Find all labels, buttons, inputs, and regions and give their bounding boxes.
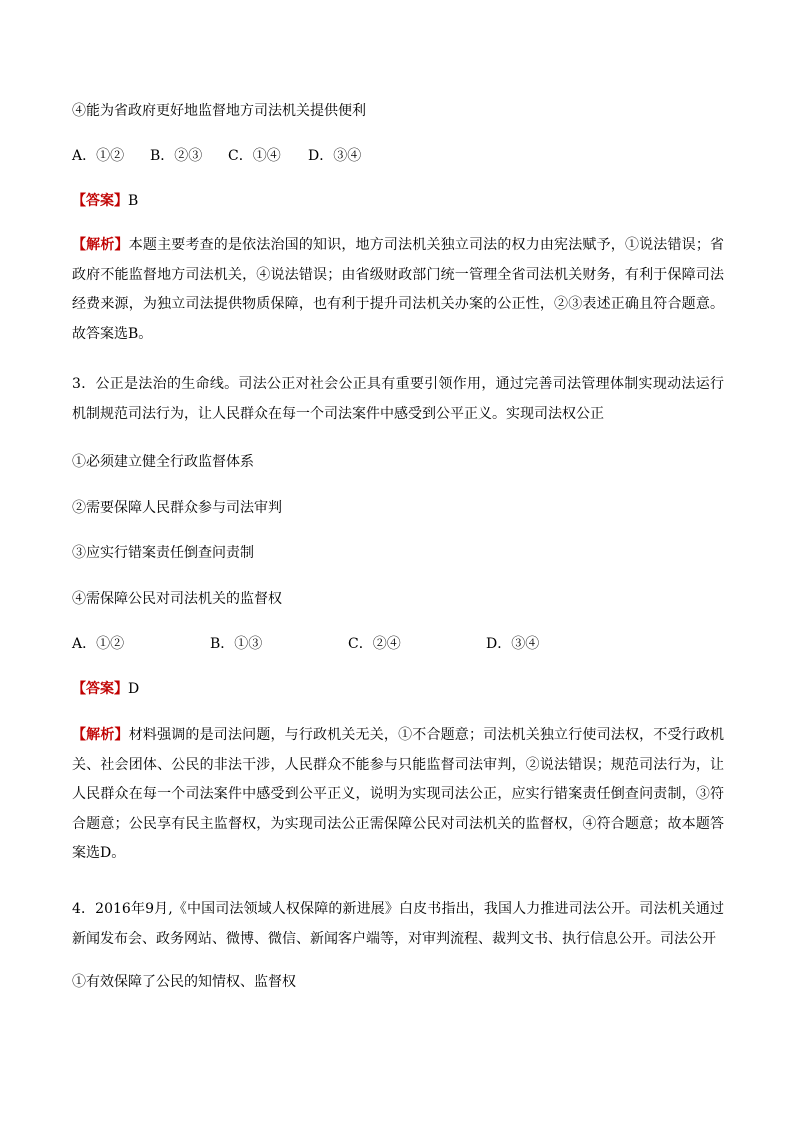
q2-option-b: B．②③ (150, 148, 203, 164)
q3-statement-4: ④需保障公民对司法机关的监督权 (72, 591, 282, 607)
q3-option-a: A．①② (72, 636, 125, 652)
analysis-tag: 【解析】 (72, 727, 129, 743)
q4-stem: 4．2016年9月,《中国司法领域人权保障的新进展》白皮书指出，我国人力推进司法公开。司法机关通过新闻发布会、政务网站、微博、微信、新闻客户端等，对审判流程、裁判文书、执行信息公开。司法公开 (72, 901, 724, 947)
q2-answer (72, 192, 732, 210)
q3-statement-2: ②需要保障人民群众参与司法审判 (72, 500, 282, 516)
q2-options (72, 147, 732, 165)
analysis-text: 材料强调的是司法问题，与行政机关无关，①不合题意；司法机关独立行使司法权，不受行政机关、社会团体、公民的非法干涉，人民群众不能参与只能监督司法审判，②说法错误；规范司法行为，让人民群众在每一个司法案件中感受到公平正义，说明为实现司法公正，应实行错案责任倒查问责制，③符合题意；公民享有民主监督权，为实现司法公正需保障公民对司法机关的监督权，④符合题意；故本题答案选D。 (72, 727, 725, 861)
answer-value: D (128, 681, 140, 697)
analysis-tag: 【解析】 (72, 237, 129, 253)
answer-tag: 【答案】 (72, 681, 128, 697)
answer-tag: 【答案】 (72, 193, 128, 209)
q3-stem: 3．公正是法治的生命线。司法公正对社会公正具有重要引领作用，通过完善司法管理体制实现动法运行机制规范司法行为，让人民群众在每一个司法案件中感受到公平正义。实现司法权公正 (72, 376, 724, 422)
q3-options (72, 635, 732, 653)
q3-option-d: D．③④ (486, 636, 540, 652)
q2-analysis (72, 231, 724, 349)
q3-answer (72, 680, 732, 698)
answer-value: B (128, 193, 139, 209)
q2-option-d: D．③④ (308, 148, 362, 164)
analysis-text: 本题主要考查的是依法治国的知识，地方司法机关独立司法的权力由宪法赋予，①说法错误；省政府不能监督地方司法机关，④说法错误；由省级财政部门统一管理全省司法机关财务，有利于保障司法经费来源，为独立司法提供物质保障，也有利于提升司法机关办案的公正性，②③表述正确且符合题意。故答案选B。 (72, 237, 725, 342)
q2-statement-4: ④能为省政府更好地监督地方司法机关提供便利 (72, 103, 366, 119)
q3-analysis (72, 721, 724, 869)
q3-statement-1: ①必须建立健全行政监督体系 (72, 454, 254, 470)
q2-option-c: C．①④ (228, 148, 281, 164)
q3-option-c: C．②④ (348, 636, 401, 652)
q2-option-a: A．①② (72, 148, 125, 164)
q4-statement-1: ①有效保障了公民的知情权、监督权 (72, 974, 296, 990)
q3-option-b: B．①③ (210, 636, 263, 652)
q3-statement-3: ③应实行错案责任倒查问责制 (72, 545, 254, 561)
